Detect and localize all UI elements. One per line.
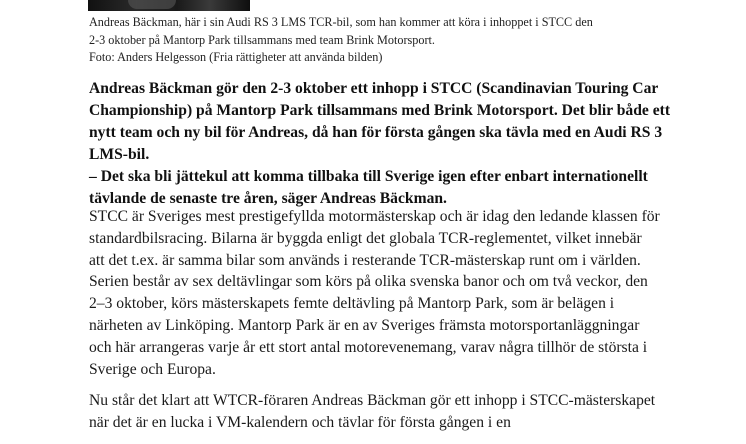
- photo-detail: [128, 0, 176, 9]
- lead-paragraph: [89, 78, 674, 210]
- article-body: [89, 206, 661, 444]
- body-paragraph: Nu står det klart att WTCR-föraren Andreas Bäckman gör ett inhopp i STCC-mästerskapet när det är en lucka i VM-kalendern och tävlar för första gången i en: [89, 392, 656, 432]
- caption-line: 2-3 oktober på Mantorp Park tillsammans med team Brink Motorsport.: [89, 32, 435, 47]
- body-paragraph: STCC är Sveriges mest prestigefyllda motormästerskap och är idag den ledande klassen för standardbilsracing. Bilarna är byggda enligt det globala TCR-reglementet, vilket innebär att det t.ex. är samma bilar som används i resterande TCR-mästerskap runt om i världen. Serien består av sex deltävlingar som körs på olika svenska banor och om två veckor, den 2–3 oktober, körs mästerskapets femte deltävling på Mantorp Park, som är belägen i närheten av Linköping. Mantorp Park är en av Sveriges främsta motorsportanläggningar och här arrangeras varje år ett stort antal motorevenemang, varav några tillhör de största i Sverige och Europa.: [89, 208, 660, 378]
- lead-quote: – Det ska bli jättekul att komma tillbaka till Sverige igen efter enbart internationellt tävlande de senaste tre åren, säger Andreas Bäckman.: [89, 168, 648, 207]
- lead-text: Andreas Bäckman gör den 2-3 oktober ett inhopp i STCC (Scandinavian Touring Car Championship) på Mantorp Park tillsammans med Brink Motorsport. Det blir både ett nytt team och ny bil för Andreas, då han för första gången ska tävla med en Audi RS 3 LMS-bil.: [89, 80, 671, 163]
- caption-line: Andreas Bäckman, här i sin Audi RS 3 LMS TCR-bil, som han kommer att köra i inhoppet i STCC den: [89, 15, 593, 29]
- press-photo: [88, 0, 250, 11]
- photo-caption: [89, 14, 649, 67]
- photo-credit: Foto: Anders Helgesson (Fria rättigheter att använda bilden): [89, 50, 383, 64]
